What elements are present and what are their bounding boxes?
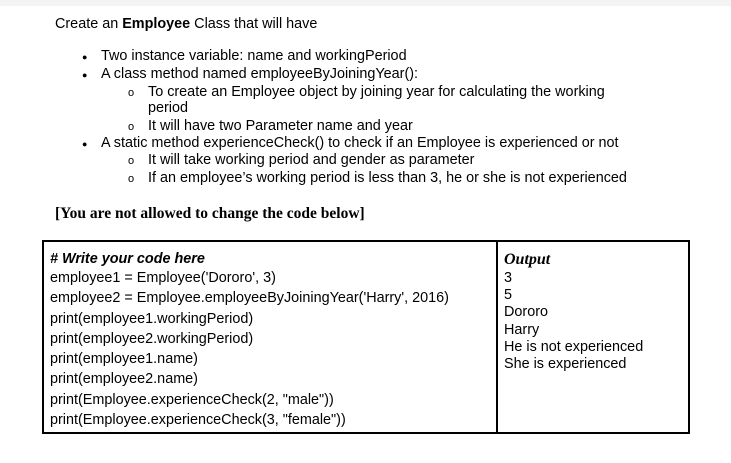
intro-sentence bbox=[55, 15, 317, 33]
code-line: print(Employee.experienceCheck(2, "male")) bbox=[50, 391, 334, 408]
bullet-circle-icon bbox=[128, 84, 134, 102]
code-output-table bbox=[42, 240, 690, 434]
notice-heading: [You are not allowed to change the code below] bbox=[55, 205, 365, 222]
intro-emphasis: Employee bbox=[122, 16, 191, 32]
output-title: Output bbox=[504, 251, 551, 268]
code-line: employee2 = Employee.employeeByJoiningYear('Harry', 2016) bbox=[50, 290, 449, 307]
code-comment: # Write your code here bbox=[50, 251, 205, 267]
bullet-circle-icon bbox=[128, 170, 134, 188]
bullet-circle-icon bbox=[128, 152, 134, 170]
output-line: She is experienced bbox=[504, 356, 627, 373]
code-line: print(employee1.workingPeriod) bbox=[50, 310, 254, 327]
output-line: He is not experienced bbox=[504, 338, 644, 355]
code-line: print(employee1.name) bbox=[50, 351, 198, 368]
code-line: print(employee2.workingPeriod) bbox=[50, 330, 254, 347]
requirement-item: A static method experienceCheck() to check if an Employee is experienced or not bbox=[101, 135, 619, 151]
requirement-subitem: It will have two Parameter name and year bbox=[148, 118, 413, 134]
bullet-disc-icon bbox=[82, 135, 87, 153]
requirement-subitem: It will take working period and gender as parameter bbox=[148, 152, 475, 168]
requirement-subitem: To create an Employee object by joining year for calculating the working bbox=[148, 84, 605, 100]
code-column bbox=[50, 250, 449, 430]
code-line: print(employee2.name) bbox=[50, 371, 198, 388]
output-line: 5 bbox=[504, 287, 513, 304]
requirement-item: Two instance variable: name and workingPeriod bbox=[101, 48, 407, 64]
bullet-disc-icon bbox=[82, 48, 87, 66]
bullet-disc-icon bbox=[82, 66, 87, 84]
code-line: employee1 = Employee('Dororo', 3) bbox=[50, 270, 276, 286]
requirement-item: A class method named employeeByJoiningYear(): bbox=[101, 66, 419, 82]
intro-suffix: Class that will have bbox=[190, 16, 318, 32]
output-column bbox=[504, 250, 643, 373]
column-divider bbox=[496, 242, 498, 432]
code-line: print(Employee.experienceCheck(3, "female")) bbox=[50, 412, 346, 429]
output-line: Dororo bbox=[504, 304, 548, 321]
output-line: 3 bbox=[504, 270, 513, 286]
bullet-circle-icon bbox=[128, 118, 134, 136]
requirement-subitem-continuation: period bbox=[148, 100, 189, 116]
top-strip bbox=[0, 0, 731, 6]
requirement-subitem: If an employee’s working period is less than 3, he or she is not experienced bbox=[148, 170, 627, 186]
intro-prefix: Create an bbox=[55, 16, 123, 32]
output-line: Harry bbox=[504, 321, 540, 338]
